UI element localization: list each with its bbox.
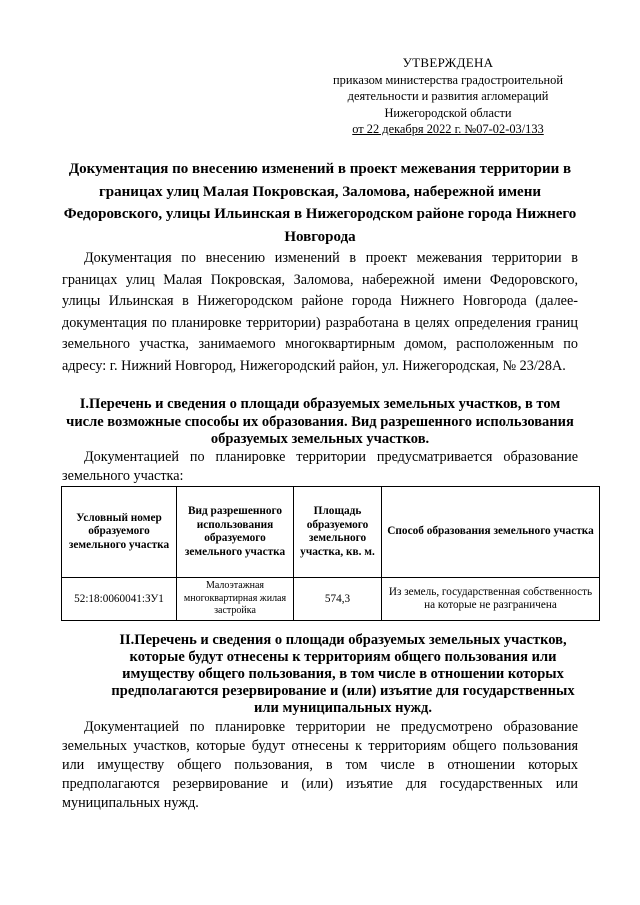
column-header: Площадь образуемого земельного участка, кв. м. xyxy=(294,487,382,578)
document-title: Документация по внесению изменений в проект межевания территории в границах улиц Малая Покровская, Заломова, набережной имени Федоровского, улицы Ильинская в Нижегородском районе города Нижнего Новгорода xyxy=(63,161,577,245)
area-cell: 574,3 xyxy=(294,578,382,621)
permitted-use-cell: Малоэтажная многоквартирная жилая застройка xyxy=(177,578,294,621)
plot-number-cell: 52:18:0060041:ЗУ1 xyxy=(62,578,177,621)
approval-line: приказом министерства градостроительной xyxy=(333,72,563,87)
approval-line: деятельности и развития агломераций xyxy=(347,89,549,103)
formation-method-cell: Из земель, государственная собственность на которые не разграничена xyxy=(382,578,600,621)
section-1-text: Документацией по планировке территории предусматривается образование земельного участка: xyxy=(62,449,578,484)
intro-paragraph: Документация по внесению изменений в проект межевания территории в границах улиц Малая Покровская, Заломова, набережной имени Федоровского, улицы Ильинская в Нижегородском районе города Нижнего Новгорода (далее- документация по планировке территории) разработана в целях определения границ земельного участка, занимаемого многоквартирным домом, расположенным по адресу: г. Нижний Новгород, Нижегородский район, ул. Нижегородская, № 23/28А. xyxy=(62,250,578,374)
approval-heading: УТВЕРЖДЕНА xyxy=(402,55,494,70)
approval-order-date: от 22 декабря 2022 г. №07-02-03/133 xyxy=(352,122,544,136)
approval-stamp xyxy=(318,55,578,138)
table-header-row xyxy=(62,487,600,578)
column-header: Условный номер образуемого земельного участка xyxy=(62,487,177,578)
section-1-heading: I.Перечень и сведения о площади образуемых земельных участков, в том числе возможные способы их образования. Вид разрешенного использования образуемых земельных участков. xyxy=(66,396,574,447)
table-row xyxy=(62,578,600,621)
column-header: Способ образования земельного участка xyxy=(382,487,600,578)
land-plots-table xyxy=(61,486,600,621)
section-2-heading: II.Перечень и сведения о площади образуемых земельных участков, которые будут отнесены к территориям общего пользования или имуществу общего пользования, в том числе в отношении которых предполагаются резервирование и (или) изъятие для государственных или муниципальных нужд. xyxy=(111,632,575,716)
column-header: Вид разрешенного использования образуемого земельного участка xyxy=(177,487,294,578)
section-2-text: Документацией по планировке территории не предусмотрено образование земельных участков, которые будут отнесены к территориям общего пользования или имуществу общего пользования, в том числе в отношении которых предполагаются резервирование и (или) изъятие для государственных или муниципальных нужд. xyxy=(62,719,578,811)
approval-line: Нижегородской области xyxy=(384,105,512,120)
